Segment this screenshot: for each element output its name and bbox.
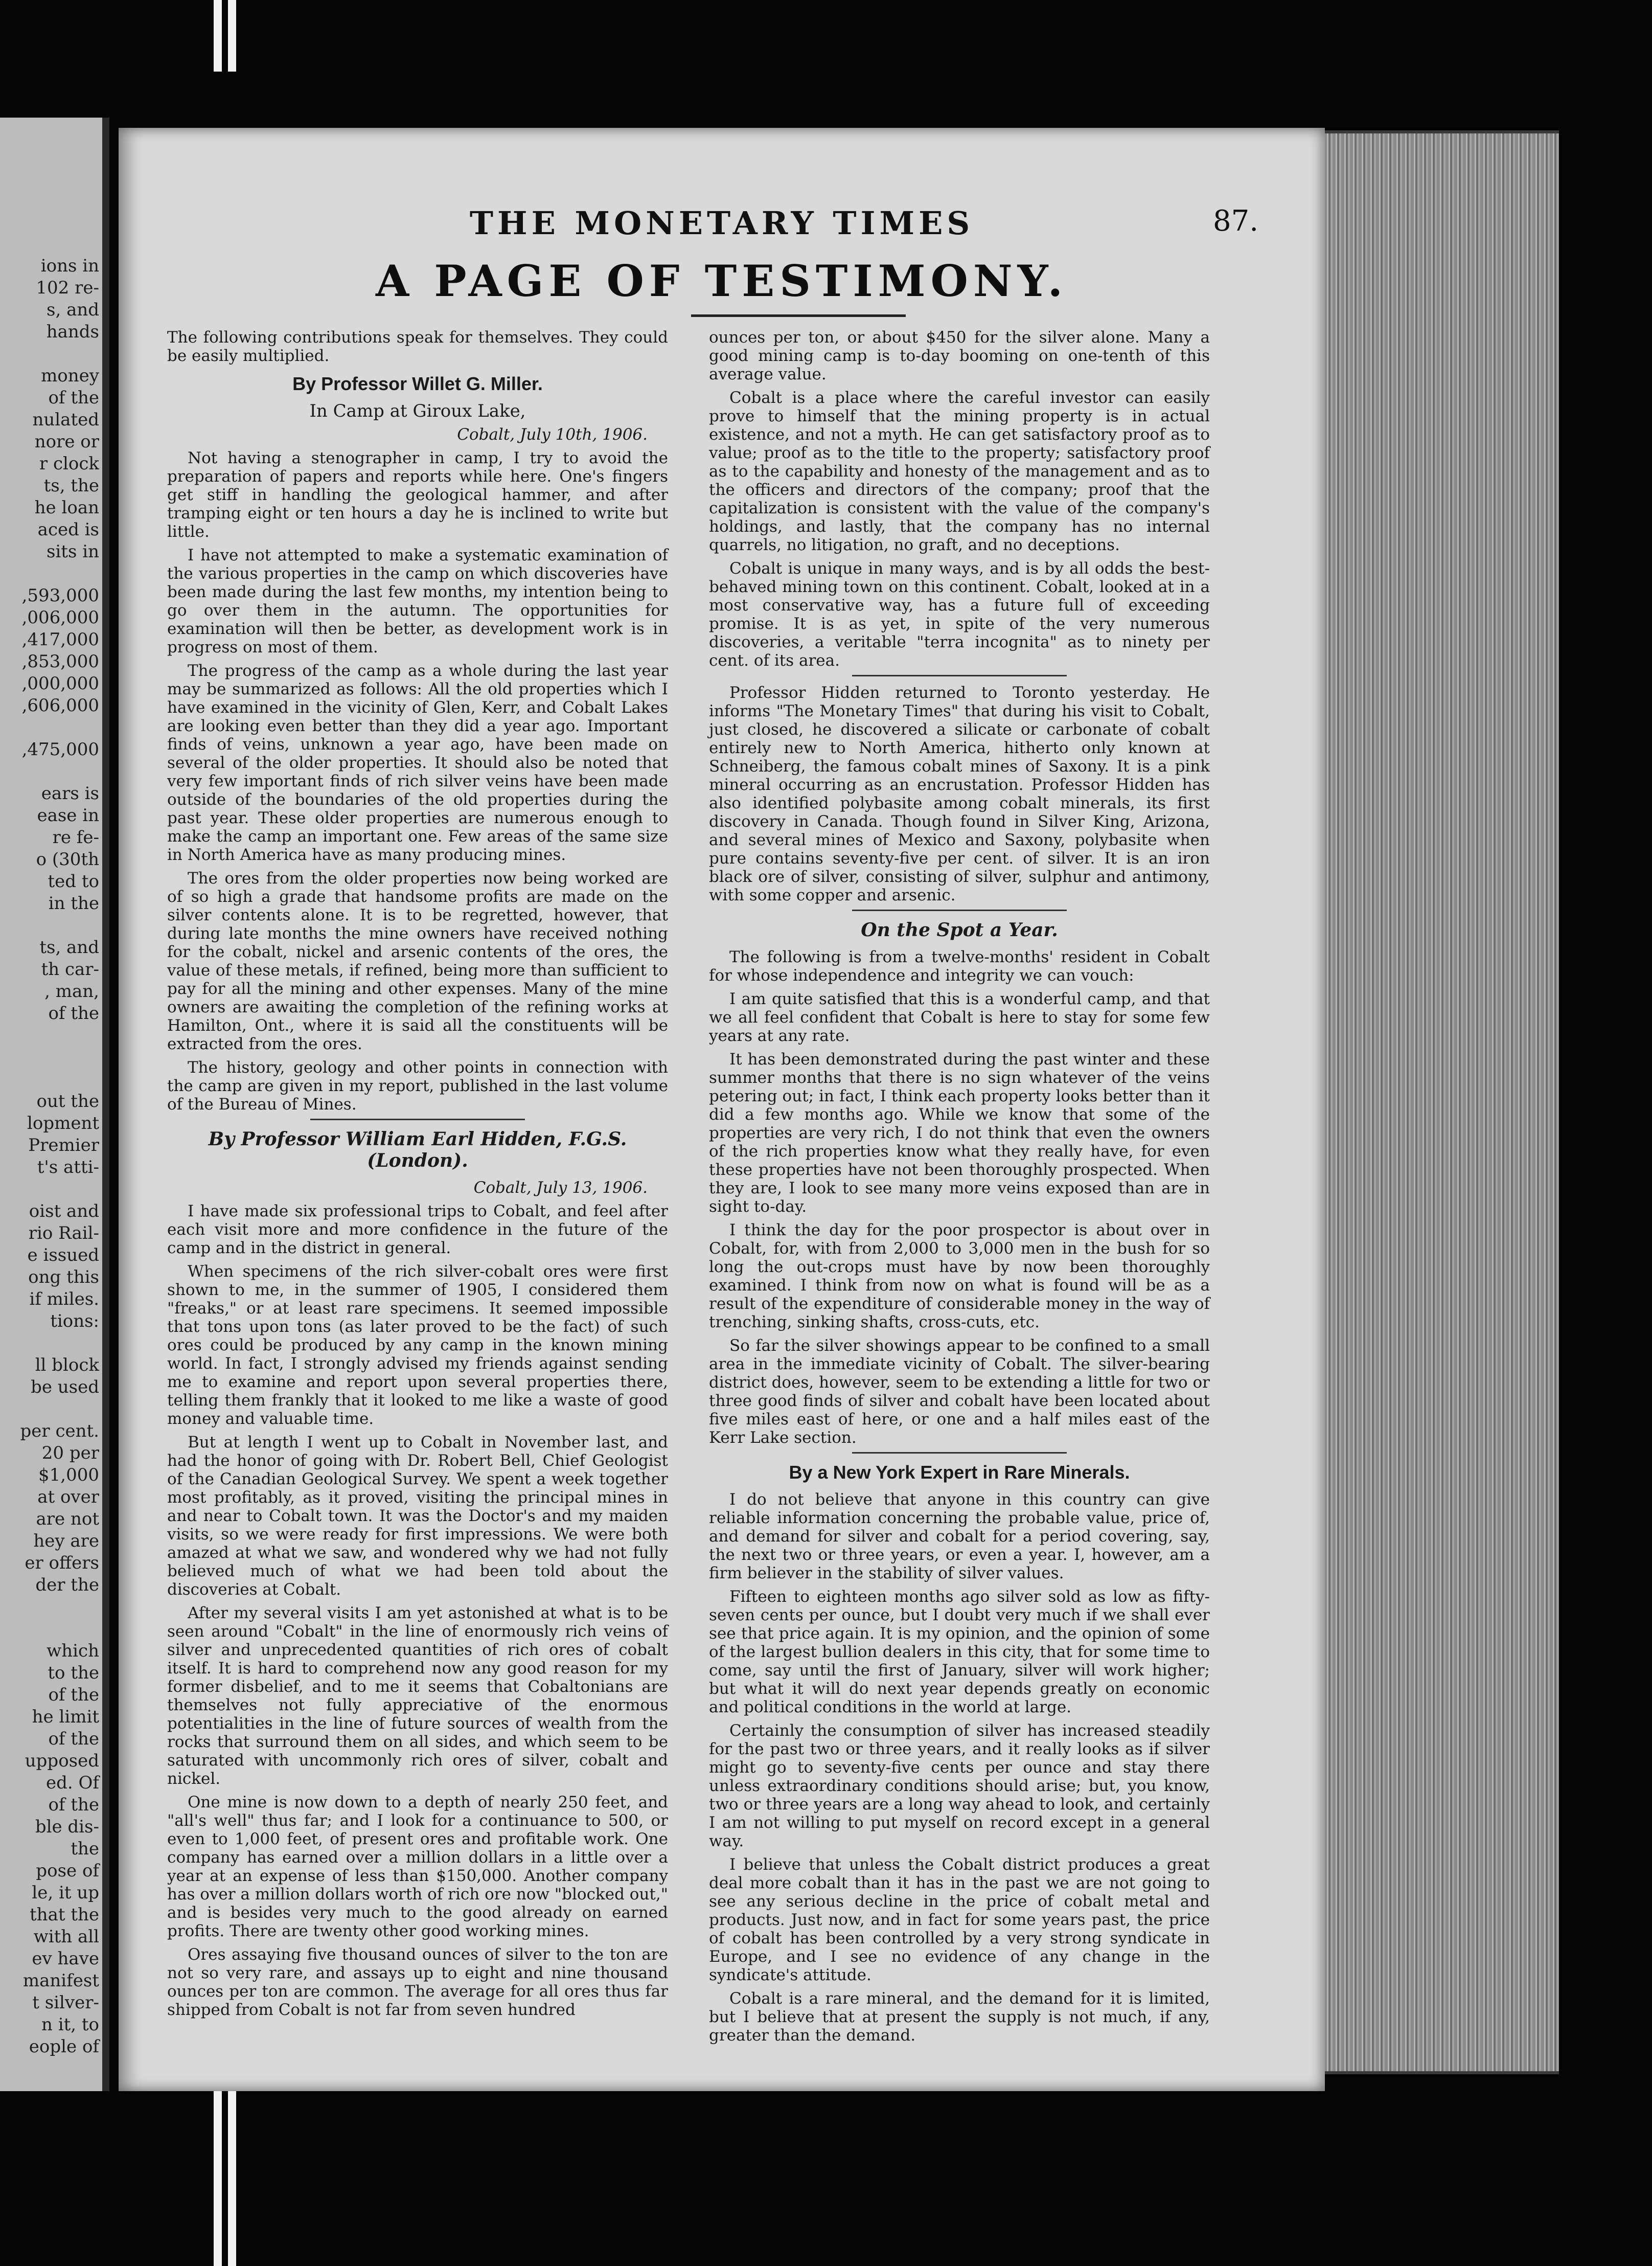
- facing-page-fragment: ears is: [41, 783, 99, 804]
- facing-page-fragment: sits in: [46, 541, 99, 562]
- facing-page-fragment: of the: [48, 1003, 99, 1024]
- facing-page-fragment: out the: [36, 1091, 99, 1112]
- film-mark-top-1: [214, 0, 222, 72]
- facing-page-fragment: ted to: [48, 871, 99, 892]
- page-title: A PAGE OF TESTIMONY.: [375, 256, 1068, 306]
- facing-page-fragment: be used: [31, 1377, 99, 1397]
- section-rule: [852, 675, 1067, 676]
- expert-heading: By a New York Expert in Rare Minerals.: [789, 1462, 1130, 1483]
- facing-page-fragment: the: [71, 1839, 99, 1859]
- article-paragraph: ounces per ton, or about $450 for the silver alone. Many a good mining camp is to-day booming on one-tenth of this average value.: [709, 328, 1210, 383]
- article-paragraph: I have not attempted to make a systematic examination of the various properties in the camp on which discoveries have been made during the last few months, my intention being to go over them in the autumn. The opportunities for examination will then be better, as development work is in progress on most of them.: [167, 546, 668, 656]
- facing-page-fragment: ions in: [40, 256, 99, 276]
- facing-page-fragment: ed. Of: [46, 1773, 99, 1793]
- section-rule: [852, 1452, 1067, 1454]
- facing-page-fragment: t silver-: [32, 1992, 99, 2013]
- article-paragraph: It has been demonstrated during the past winter and these summer months that there is no sign whatever of the veins petering out; in fact, I think each property looks better than it did a few months ago. While we know that some of the properties are very rich, I do not think that even the owners of the rich properties know what they really have, for even these properties have not been thoroughly prospected. When they are, I look to see many more veins exposed than are in sight to-day.: [709, 1050, 1210, 1216]
- facing-page-fragment: tions:: [50, 1311, 99, 1331]
- facing-page-edge: [0, 118, 109, 2091]
- facing-page-fragment: of the: [48, 388, 99, 408]
- hidden-byline: By Professor William Earl Hidden, F.G.S. (London).: [208, 1128, 627, 1171]
- section-rule: [852, 910, 1067, 911]
- facing-page-fragment: nulated: [32, 410, 99, 430]
- facing-page-fragment: aced is: [37, 519, 99, 540]
- facing-page-fragment: if miles.: [29, 1289, 99, 1309]
- article-paragraph: I do not believe that anyone in this country can give reliable information concerning the probable value, price of, and demand for silver and cobalt for a period covering, say, the next two or three years, or even a year. I, however, am a firm believer in the stability of silver values.: [709, 1490, 1210, 1582]
- facing-page-fragment: ts, the: [43, 475, 99, 496]
- article-paragraph: The following is from a twelve-months' resident in Cobalt for whose independence and integrity we can vouch:: [709, 948, 1210, 985]
- miller-byline: By Professor Willet G. Miller.: [292, 373, 543, 394]
- article-paragraph: I have made six professional trips to Cobalt, and feel after each visit more and more confidence in the future of the camp and in the district in general.: [167, 1202, 668, 1257]
- facing-page-fragment: ong this: [28, 1267, 99, 1287]
- facing-page-fragment: 102 re-: [36, 278, 99, 298]
- film-mark-bottom-1: [214, 2071, 222, 2266]
- facing-page-fragment: upposed: [25, 1751, 99, 1771]
- intro-text: The following contributions speak for themselves. They could be easily multiplied.: [167, 328, 668, 365]
- facing-page-fragment: r clock: [39, 454, 99, 474]
- facing-page-fragment: ease in: [37, 805, 99, 826]
- spot-heading: On the Spot a Year.: [861, 919, 1058, 941]
- facing-page-fragment: with all: [33, 1927, 99, 1947]
- running-head: THE MONETARY TIMES: [469, 205, 974, 242]
- article-paragraph: But at length I went up to Cobalt in November last, and had the honor of going with Dr. Robert Bell, Chief Geologist of the Canadian Geological Survey. We spent a week together most profitably, as it proved, visiting the principal mines in and near to Cobalt town. It was the Doctor's and my maiden visits, so we were ready for first impressions. We were both amazed at what we saw, and wondered why we had not fully believed much of what we had been told about the discoveries at Cobalt.: [167, 1433, 668, 1599]
- facing-page-fragment: er offers: [25, 1553, 99, 1573]
- right-column: [709, 328, 1210, 2050]
- article-paragraph: Cobalt is unique in many ways, and is by all odds the best-behaved mining town on this continent. Cobalt, looked at in a most conservative way, has a future full of exceeding promise. It is as yet, in spite of the very numerous discoveries, a veritable "terra incognita" as to ninety per cent. of its area.: [709, 559, 1210, 670]
- article-paragraph: The history, geology and other points in connection with the camp are given in my report, published in the last volume of the Bureau of Mines.: [167, 1058, 668, 1114]
- facing-page-fragment: of the: [48, 1729, 99, 1749]
- miller-place: In Camp at Giroux Lake,: [309, 401, 526, 421]
- facing-page-fragment: le, it up: [32, 1883, 99, 1903]
- article-paragraph: One mine is now down to a depth of nearly 250 feet, and "all's well" thus far; and I look for a continuance to 500, or even to 1,000 feet, of present ores and profitable work. One company has earned over a million dollars in a little over a year at an expense of less than $150,000. Another company has over a million dollars worth of rich ore now "blocked out," and is besides very much to the good already on earned profits. There are twenty other good working mines.: [167, 1793, 668, 1940]
- facing-page-fragment: manifest: [22, 1970, 99, 1991]
- title-rule: [691, 314, 906, 317]
- article-paragraph: Not having a stenographer in camp, I try to avoid the preparation of papers and reports while here. One's fingers get stiff in handling the geological hammer, and after tramping eight or ten hours a day he is inclined to write but little.: [167, 449, 668, 541]
- article-paragraph: I think the day for the poor prospector is about over in Cobalt, for, with from 2,000 to 3,000 men in the bush for so long the out-crops must have by now been thoroughly examined. I think from now on what is found will be as a result of the expenditure of considerable money in the way of trenching, sinking shafts, cross-cuts, etc.: [709, 1221, 1210, 1331]
- newspaper-page: [119, 128, 1325, 2091]
- facing-page-fragment: ll block: [35, 1355, 99, 1375]
- facing-page-fragment: ,593,000: [21, 585, 99, 606]
- facing-page-fragment: ,475,000: [21, 739, 99, 760]
- article-paragraph: Fifteen to eighteen months ago silver sold as low as fifty-seven cents per ounce, but I doubt very much if we shall ever see that price again. It is my opinion, and the opinion of some of the largest bullion dealers in this city, that for some time to come, say until the first of January, silver will work higher; but what it will do next year depends greatly on economic and political conditions in the world at large.: [709, 1588, 1210, 1716]
- article-paragraph: Cobalt is a rare mineral, and the demand for it is limited, but I believe that at present the supply is not much, if any, greater than the demand.: [709, 1989, 1210, 2045]
- facing-page-fragment: ,853,000: [21, 651, 99, 672]
- facing-page-fragment: he limit: [32, 1707, 99, 1727]
- facing-page-fragment: pose of: [36, 1861, 99, 1881]
- article-paragraph: So far the silver showings appear to be confined to a small area in the immediate vicinity of Cobalt. The silver-bearing district does, however, seem to be extending a little for two or three good finds of silver and cobalt have been located about five miles east of here, or one and a half miles east of the Kerr Lake section.: [709, 1336, 1210, 1447]
- facing-page-fragment: ,006,000: [21, 607, 99, 628]
- article-paragraph: Professor Hidden returned to Toronto yesterday. He informs "The Monetary Times" that during his visit to Cobalt, just closed, he discovered a silicate or carbonate of cobalt entirely new to North America, hitherto only known at Schneiberg, the famous cobalt mines of Saxony. It is a pink mineral occurring as an encrustation. Professor Hidden has also identified polybasite among cobalt minerals, its first discovery in Canada. Though found in Silver King, Arizona, and several mines of Mexico and Saxony, polybasite when pure contains seventy-five per cent. of silver. It is an iron black ore of silver, consisting of silver, sulphur and antimony, with some copper and arsenic.: [709, 684, 1210, 904]
- facing-page-fragment: money: [41, 366, 99, 386]
- facing-page-fragment: ,000,000: [21, 673, 99, 694]
- facing-page-fragment: at over: [37, 1487, 99, 1507]
- section-rule: [310, 1119, 525, 1120]
- facing-page-fragment: are not: [36, 1509, 99, 1529]
- article-paragraph: After my several visits I am yet astonished at what is to be seen around "Cobalt" in the line of enormously rich veins of silver and unprecedented quantities of rich ores of cobalt itself. It is hard to comprehend now any good reason for my former disbelief, and to me it seems that Cobaltonians are themselves not fully appreciative of the enormous potentialities in the line of future sources of wealth from the rocks that surround them on all sides, and which seem to be saturated with uncommonly rich ores of silver, cobalt and nickel.: [167, 1604, 668, 1788]
- facing-page-fragment: 20 per: [41, 1443, 99, 1463]
- facing-page-fragment: nore or: [34, 432, 99, 452]
- article-paragraph: Certainly the consumption of silver has increased steadily for the past two or three years, and it really looks as if silver might go to seventy-five cents per ounce and stay there unless extraordinary conditions should arise; but, you know, two or three years are a long way ahead to look, and certainly I am not willing to put myself on record except in a general way.: [709, 1721, 1210, 1850]
- facing-page-fragment: ts, and: [39, 937, 99, 958]
- article-paragraph: When specimens of the rich silver-cobalt ores were first shown to me, in the summer of 1905, I considered them "freaks," or at least rare specimens. It seemed impossible that tons upon tons (as later proved to be the fact) of such ores could be produced by any camp in the known mining world. In fact, I strongly advised my friends against sending me to examine and report upon several properties there, telling them frankly that it looked to me like a waste of good money and valuable time.: [167, 1262, 668, 1428]
- facing-page-fragment: of the: [48, 1795, 99, 1815]
- book-page-edges: [1324, 130, 1559, 2074]
- facing-page-fragment: , man,: [44, 981, 99, 1002]
- article-paragraph: The progress of the camp as a whole during the last year may be summarized as follows: All the old properties which I have examined in the vicinity of Glen, Kerr, and Cobalt Lakes are looking even better than they did a year ago. Important finds of veins, unknown a year ago, have been made on several of the older properties. It should also be noted that very few important finds of rich silver veins have been made outside of the boundaries of the old properties during the past year. These older properties are numerous enough to make the camp an important one. Few areas of the same size in North America have as many producing mines.: [167, 662, 668, 864]
- facing-page-fragment: der the: [35, 1575, 99, 1595]
- facing-page-fragment: ,606,000: [21, 695, 99, 716]
- article-paragraph: Ores assaying five thousand ounces of silver to the ton are not so very rare, and assays up to eight and nine thousand ounces per ton are common. The average for all ores thus far shipped from Cobalt is not far from seven hundred: [167, 1945, 668, 2019]
- facing-page-fragment: o (30th: [36, 849, 99, 870]
- facing-page-fragment: hands: [46, 322, 99, 342]
- facing-page-fragment: n it, to: [41, 2014, 99, 2035]
- facing-page-fragment: ,417,000: [21, 629, 99, 650]
- article-paragraph: I am quite satisfied that this is a wonderful camp, and that we all feel confident that Cobalt is here to stay for some few years at any rate.: [709, 990, 1210, 1045]
- facing-page-fragment: rio Rail-: [28, 1223, 99, 1243]
- facing-page-fragment: to the: [48, 1663, 99, 1683]
- facing-page-fragment: eople of: [29, 2036, 99, 2057]
- facing-page-fragment: per cent.: [20, 1421, 99, 1441]
- facing-page-fragment: $1,000: [38, 1465, 99, 1485]
- facing-page-fragment: e issued: [27, 1245, 99, 1265]
- facing-page-fragment: th car-: [41, 959, 99, 980]
- facing-page-fragment: hey are: [33, 1531, 99, 1551]
- article-paragraph: Cobalt is a place where the careful investor can easily prove to himself that the mining property is in actual existence, and not a myth. He can get satisfactory proof as to value; proof as to the title to the property; satisfactory proof as to the capability and honesty of the management and as to the officers and directors of the company; proof that the capitalization is consistent with the value of the company's holdings, and lastly, that the company has no internal quarrels, no litigation, no graft, and no deceptions.: [709, 389, 1210, 554]
- facing-page-fragment: ble dis-: [35, 1817, 99, 1837]
- facing-page-fragment: s, and: [47, 300, 99, 320]
- left-column: [167, 328, 668, 2024]
- facing-page-fragment: lopment: [27, 1113, 99, 1134]
- facing-page-fragment: Premier: [28, 1135, 99, 1155]
- article-paragraph: I believe that unless the Cobalt district produces a great deal more cobalt than it has in the past we are not going to see any serious decline in the price of cobalt metal and products. Just now, and in fact for some years past, the price of cobalt has been controlled by a very strong syndicate in Europe, and I see no evidence of any change in the syndicate's attitude.: [709, 1855, 1210, 1984]
- facing-page-fragment: ev have: [32, 1948, 99, 1969]
- facing-page-fragment: of the: [48, 1685, 99, 1705]
- facing-page-fragment: oist and: [29, 1201, 99, 1221]
- facing-page-fragment: t's atti-: [37, 1157, 99, 1177]
- film-mark-bottom-2: [228, 2071, 236, 2266]
- facing-page-fragment: he loan: [34, 497, 99, 518]
- miller-date: Cobalt, July 10th, 1906.: [457, 425, 648, 444]
- article-paragraph: The ores from the older properties now being worked are of so high a grade that handsome profits are made on the silver contents alone. It is to be regretted, however, that during late months the mine owners have received nothing for the cobalt, nickel and arsenic contents of the ores, the value of these metals, if refined, being more than sufficient to pay for all the mining and other expenses. Many of the mine owners are awaiting the completion of the refining works at Hamilton, Ont., where it is said all the constituents will be extracted from the ores.: [167, 869, 668, 1053]
- film-mark-top-2: [228, 0, 236, 72]
- facing-page-fragment: in the: [48, 893, 99, 914]
- hidden-date: Cobalt, July 13, 1906.: [473, 1179, 648, 1197]
- page-number: 87.: [1212, 205, 1258, 238]
- facing-page-fragment: that the: [30, 1905, 99, 1925]
- facing-page-fragment: re fe-: [52, 827, 99, 848]
- facing-page-fragment: which: [47, 1641, 99, 1661]
